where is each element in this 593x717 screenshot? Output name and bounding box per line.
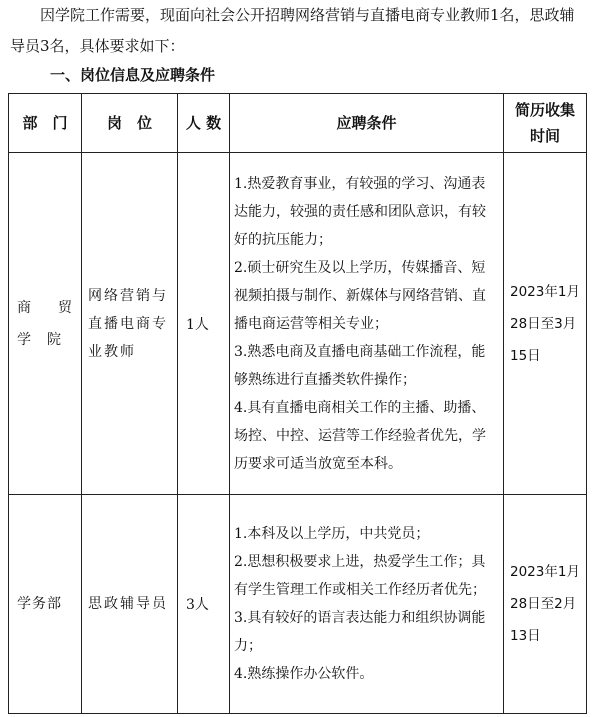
header-position: 岗 位 (82, 94, 178, 153)
requirement-item: 2.硕士研究生及以上学历，传媒播音、短视频拍摄与制作、新媒体与网络营销、直播电商运营等相关专业； (234, 259, 486, 332)
section-title: 一、岗位信息及应聘条件 (50, 66, 216, 84)
cell-count: 3人 (178, 495, 230, 714)
header-collection-time: 简历收集时间 (504, 94, 587, 153)
cell-count: 1人 (178, 153, 230, 495)
requirement-item: 4.具有直播电商相关工作的主播、助播、场控、中控、运营等工作经验者优先，学历要求可适当放宽至本科。 (234, 399, 486, 472)
cell-department: 学务部 (9, 495, 82, 714)
requirement-item: 3.具有较好的语言表达能力和组织协调能力； (234, 610, 486, 654)
cell-collection-time: 2023年1月28日至2月13日 (504, 495, 587, 714)
requirement-item: 1.热爱教育事业，有较强的学习、沟通表达能力，较强的责任感和团队意识，有较好的抗压能力； (234, 175, 486, 248)
requirement-item: 2.思想积极要求上进，热爱学生工作；具有学生管理工作或相关工作经历者优先； (234, 554, 486, 598)
intro-paragraph: 因学院工作需要，现面向社会公开招聘网络营销与直播电商专业教师1名，思政辅导员3名，具体要求如下： (10, 6, 575, 55)
header-requirements: 应聘条件 (230, 94, 504, 153)
cell-position: 思政辅导员 (82, 495, 178, 714)
table-row (9, 153, 587, 495)
header-department: 部 门 (9, 94, 82, 153)
positions-table (8, 93, 587, 714)
table-header-row (9, 94, 587, 153)
cell-collection-time: 2023年1月28日至3月15日 (504, 153, 587, 495)
cell-department: 商 贸学 院 (9, 153, 82, 495)
header-count: 人 数 (178, 94, 230, 153)
table-row (9, 495, 587, 714)
cell-requirements (230, 495, 504, 714)
requirement-item: 4.熟练操作办公软件。 (234, 666, 374, 682)
cell-position: 网络营销与直播电商专业教师 (82, 153, 178, 495)
requirement-item: 1.本科及以上学历，中共党员； (234, 526, 430, 542)
requirement-item: 3.熟悉电商及直播电商基础工作流程，能够熟练进行直播类软件操作； (234, 343, 486, 388)
cell-requirements (230, 153, 504, 495)
